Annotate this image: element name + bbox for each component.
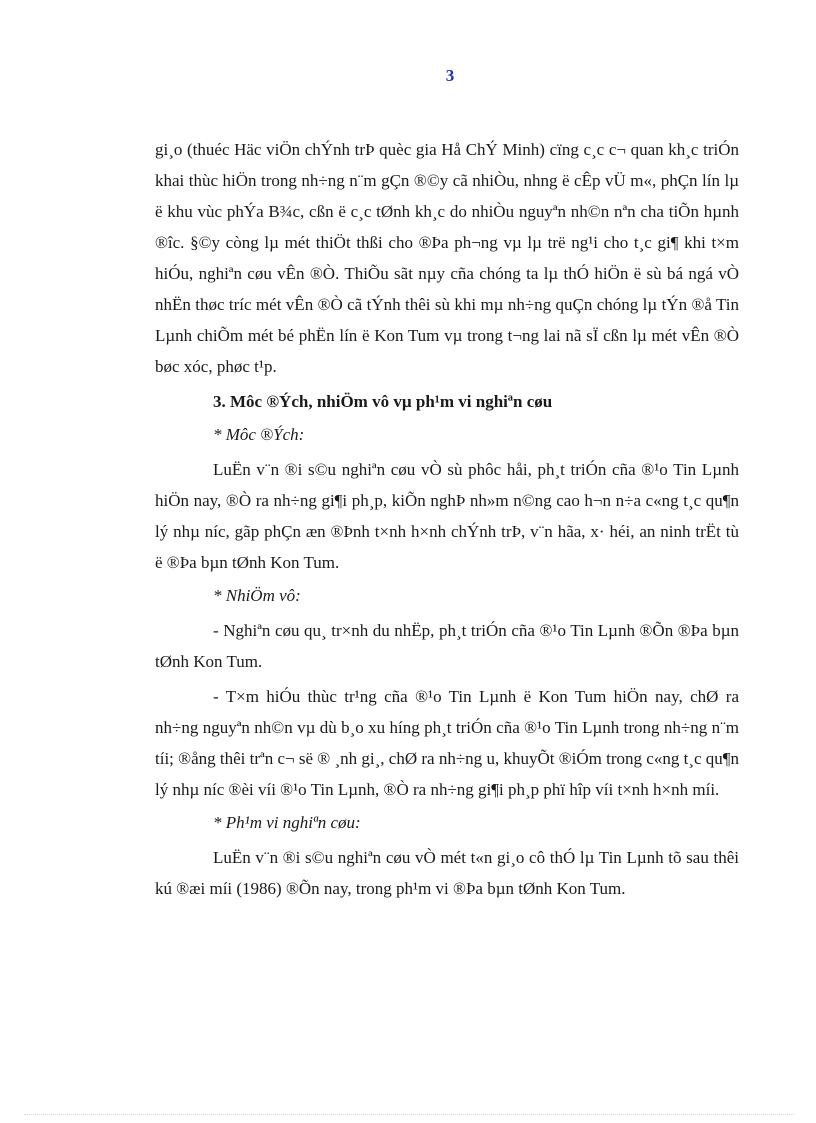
paragraph-continuation: gi¸o (thuéc Häc viÖn chÝnh trÞ quèc gia Hå ChÝ Minh) cïng c¸c c¬ quan kh¸c triÓn khai thùc hiÖn trong nh÷ng n¨m gÇn ®©y cã nhiÒu, nhng ë cÊp vÜ m«, phÇn lín lµ ë khu vùc phÝa B¾c, cßn ë c¸c tØnh kh¸c do nhiÒu nguyªn nh©n nªn cha tiÕn hµnh ®îc. §©y còng lµ mét thiÖt thßi cho ®Þa ph¬ng vµ lµ trë ng¹i cho t¸c gi¶ khi t×m hiÓu, nghiªn cøu vÊn ®Ò. ThiÕu sãt nµy cña chóng ta lµ thÓ hiÖn ë sù bá ngá vÒ nhËn thøc tríc mét vÊn ®Ò cã tÝnh thêi sù khi mµ nh÷ng quÇn chóng lµ tÝn ®å Tin Lµnh chiÕm mét bé phËn lín ë Kon Tum vµ trong t¬ng lai nã sÏ cßn lµ mét vÊn ®Ò bøc xóc, phøc t¹p.	[155, 140, 739, 376]
paragraph-task-2: - T×m hiÓu thùc tr¹ng cña ®¹o Tin Lµnh ë Kon Tum hiÖn nay, chØ ra nh÷ng nguyªn nh©n vµ dù b¸o xu híng ph¸t triÓn cña ®¹o Tin Lµnh trong nh÷ng n¨m tíi; ®ång thêi trªn c¬ së ® ¸nh gi¸, chØ ra nh÷ng u, khuyÕt ®iÓm trong c«ng t¸c qu¶n lý nhµ níc ®èi víi ®¹o Tin Lµnh, ®Ò ra nh÷ng gi¶i ph¸p phï hîp víi t×nh h×nh míi.	[155, 687, 739, 799]
body-text	[155, 134, 739, 904]
section-heading: 3. Môc ®Ých, nhiÖm vô vµ ph¹m vi nghiªn cøu	[213, 392, 553, 411]
subheading-scope: * Ph¹m vi nghiªn cøu:	[213, 813, 361, 832]
paragraph-purpose: LuËn v¨n ®i s©u nghiªn cøu vÒ sù phôc håi, ph¸t triÓn cña ®¹o Tin Lµnh hiÖn nay, ®Ò ra nh÷ng gi¶i ph¸p, kiÕn nghÞ nh»m n©ng cao h¬n n÷a c«ng t¸c qu¶n lý nhµ níc, gãp phÇn æn ®Þnh t×nh h×nh chÝnh trÞ, v¨n hãa, x· héi, an ninh trËt tù ë ®Þa bµn tØnh Kon Tum.	[155, 460, 739, 572]
paragraph-task-1: - Nghiªn cøu qu¸ tr×nh du nhËp, ph¸t triÓn cña ®¹o Tin Lµnh ®Õn ®Þa bµn tØnh Kon Tum.	[155, 621, 739, 671]
subheading-tasks: * NhiÖm vô:	[213, 586, 301, 605]
paragraph-scope: LuËn v¨n ®i s©u nghiªn cøu vÒ mét t«n gi¸o cô thÓ lµ Tin Lµnh tõ sau thêi kú ®æi míi (1986) ®Õn nay, trong ph¹m vi ®Þa bµn tØnh Kon Tum.	[155, 848, 739, 898]
page-bottom-divider	[24, 1114, 794, 1115]
subheading-purpose: * Môc ®Ých:	[213, 425, 305, 444]
page-number: 3	[445, 66, 455, 85]
